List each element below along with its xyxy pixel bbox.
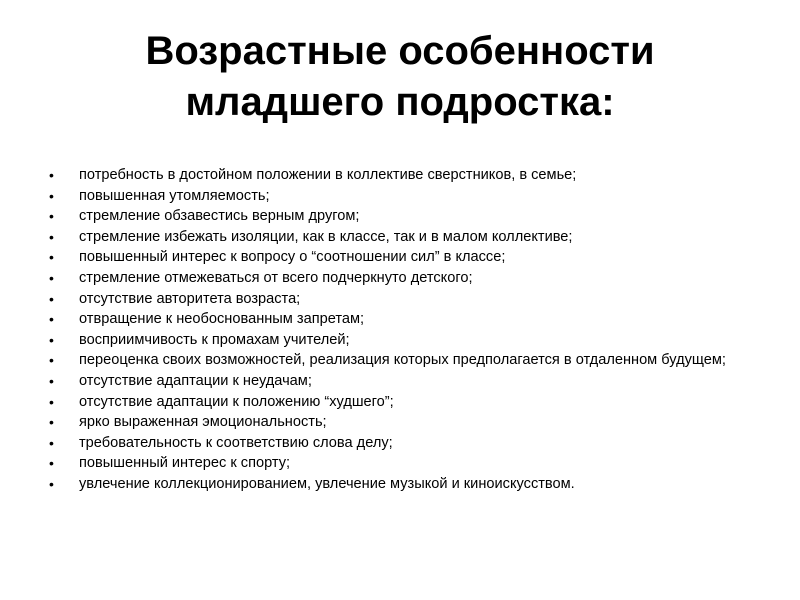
bullet-icon: • xyxy=(49,475,54,492)
list-item-text: стремление обзавестись верным другом; xyxy=(79,208,360,225)
list-item-text: отсутствие адаптации к положению “худшего”; xyxy=(79,393,394,410)
list-item xyxy=(49,249,729,266)
list-item xyxy=(49,229,729,246)
list-item-text: повышенная утомляемость; xyxy=(79,187,270,204)
list-item xyxy=(49,455,729,472)
list-item xyxy=(49,208,729,225)
list-item-text: повышенный интерес к вопросу о “соотношении сил” в классе; xyxy=(79,249,506,266)
list-item-text: увлечение коллекционированием, увлечение музыкой и киноискусством. xyxy=(79,475,575,492)
list-item xyxy=(49,435,729,452)
list-item xyxy=(49,311,729,328)
bullet-icon: • xyxy=(49,393,54,410)
list-item xyxy=(49,352,729,369)
bullet-icon: • xyxy=(49,269,54,286)
bullet-icon: • xyxy=(49,228,54,245)
list-item-text: стремление избежать изоляции, как в классе, так и в малом коллективе; xyxy=(79,228,573,245)
list-item xyxy=(49,373,729,390)
list-item-text: ярко выраженная эмоциональность; xyxy=(79,414,327,431)
list-item xyxy=(49,167,729,184)
bullet-icon: • xyxy=(49,311,54,328)
slide-title xyxy=(0,26,800,128)
list-item-text: переоценка своих возможностей, реализация которых предполагается в отдаленном будущем; xyxy=(79,352,726,369)
bullet-icon: • xyxy=(49,290,54,307)
list-item xyxy=(49,476,729,493)
bullet-icon: • xyxy=(49,434,54,451)
list-item-text: отсутствие адаптации к неудачам; xyxy=(79,372,312,389)
title-line-1: Возрастные особенности xyxy=(145,29,655,73)
list-item-text: повышенный интерес к спорту; xyxy=(79,455,291,472)
bullet-icon: • xyxy=(49,249,54,266)
list-item xyxy=(49,188,729,205)
list-item xyxy=(49,270,729,287)
bullet-icon: • xyxy=(49,352,54,369)
list-item-text: отвращение к необоснованным запретам; xyxy=(79,311,365,328)
bullet-icon: • xyxy=(49,372,54,389)
list-item-text: отсутствие авторитета возраста; xyxy=(79,290,301,307)
list-item xyxy=(49,291,729,308)
list-item xyxy=(49,332,729,349)
list-item-text: стремление отмежеваться от всего подчеркнуто детского; xyxy=(79,269,473,286)
bullet-icon: • xyxy=(49,455,54,472)
bullet-icon: • xyxy=(49,331,54,348)
title-line-2: младшего подростка: xyxy=(185,80,615,124)
bullet-icon: • xyxy=(49,167,54,183)
list-item-text: требовательность к соответствию слова делу; xyxy=(79,434,393,451)
list-item-text: потребность в достойном положении в коллективе сверстников, в семье; xyxy=(79,167,577,183)
bullet-icon: • xyxy=(49,187,54,204)
bullet-list xyxy=(49,167,729,497)
list-item xyxy=(49,394,729,411)
bullet-icon: • xyxy=(49,208,54,225)
bullet-icon: • xyxy=(49,414,54,431)
list-item xyxy=(49,414,729,431)
list-item-text: восприимчивость к промахам учителей; xyxy=(79,331,350,348)
